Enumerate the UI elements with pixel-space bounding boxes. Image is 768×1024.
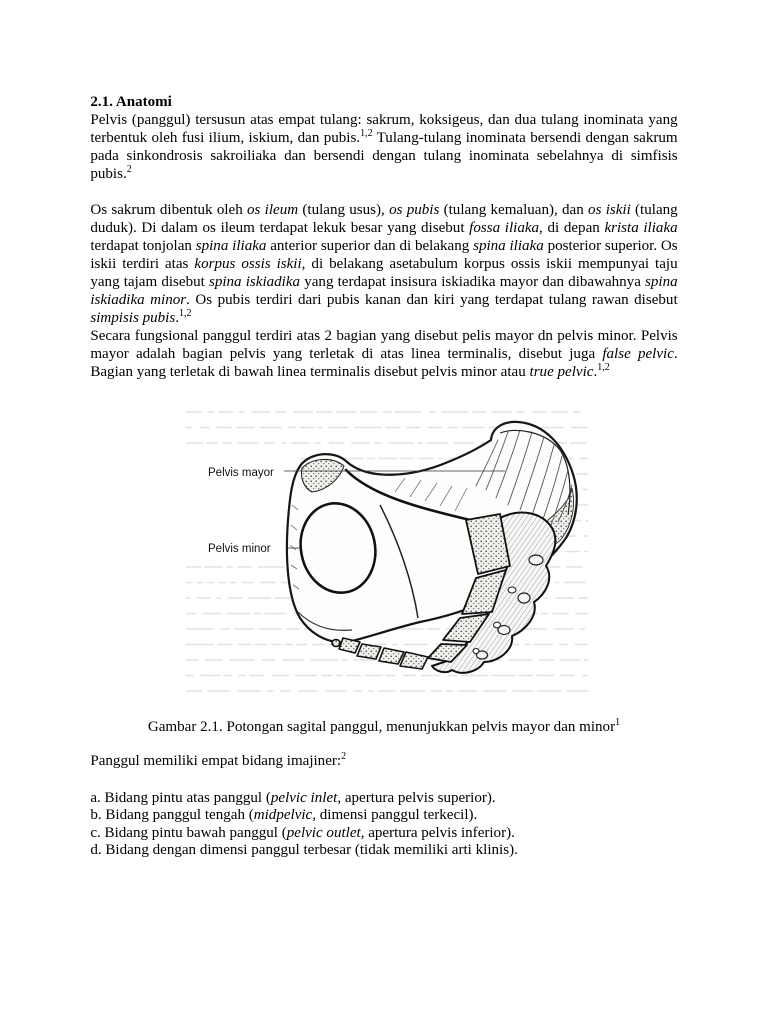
figure-caption	[90, 718, 677, 736]
text-run: anterior superior dan di belakang	[266, 238, 474, 254]
text-run: (tulang duduk). Di dalam os ileum terdapat lekuk besar yang disebut	[90, 202, 678, 236]
text-run: . Bagian yang terletak di bawah linea terminalis disebut pelvis minor atau	[90, 346, 678, 380]
paragraph-bone-structure	[90, 201, 677, 327]
text-run: , apertura pelvis inferior).	[360, 824, 515, 841]
citation-superscript: 1,2	[597, 362, 610, 373]
text-run: posterior superior. Os iskii terdiri atas	[90, 238, 678, 272]
citation-superscript: 2	[126, 164, 132, 175]
paragraph-functional-division	[90, 327, 677, 381]
text-run: (tulang usus),	[298, 202, 390, 218]
text-run: d. Bidang dengan dimensi panggul terbesar (tidak memiliki arti klinis).	[90, 842, 518, 859]
text-run: Os sakrum dibentuk oleh	[90, 202, 248, 218]
citation-superscript: 1,2	[178, 308, 192, 319]
citation-superscript: 2	[341, 751, 347, 762]
planes-intro	[90, 752, 677, 770]
text-run: , dimensi panggul terkecil).	[312, 807, 478, 824]
italic-term: korpus ossis iskii	[194, 256, 302, 272]
text-run: yang terdapat insisura iskiadika mayor dan dibawahnya	[300, 274, 646, 290]
text-run: .	[593, 364, 598, 380]
text-run: a. Bidang pintu atas panggul (	[90, 790, 271, 806]
text-run: Tulang-tulang inominata bersendi dengan sakrum pada sinkondrosis sakroiliaka dan bersendi dengan tulang inominata sebelahnya di simfisis pubis.	[90, 130, 678, 182]
text-run: . Os pubis terdiri dari pubis kanan dan kiri yang terdapat tulang rawan disebut	[186, 292, 678, 308]
text-run: Secara fungsional panggul terdiri atas 2 bagian yang disebut pelis mayor dn pelvis minor. Pelvis mayor adalah bagian pelvis yang terletak di atas linea terminalis, disebut juga	[90, 328, 678, 362]
italic-term: midpelvic	[253, 807, 313, 824]
text-run: .	[175, 310, 179, 326]
text-run: , di belakang asetabulum korpus ossis iskii mempunyai taju yang tajam disebut	[90, 256, 678, 290]
text-run: c. Bidang pintu bawah panggul (	[90, 824, 287, 841]
list-item	[90, 807, 677, 824]
text-run: terdapat tonjolan	[90, 238, 196, 254]
list-item	[90, 825, 677, 842]
italic-term: pelvic outlet	[286, 824, 361, 841]
text-run: , apertura pelvis superior).	[337, 790, 496, 806]
section-heading: 2.1. Anatomi	[90, 94, 172, 110]
pelvis-minor-label: Pelvis minor	[208, 543, 271, 555]
list-item	[90, 842, 677, 859]
italic-term: true pelvic	[529, 364, 594, 380]
italic-term: spina iskiadika minor	[90, 274, 678, 308]
italic-term: krista iliaka	[604, 220, 678, 236]
italic-term: os pubis	[389, 202, 440, 218]
italic-term: spina iliaka	[195, 238, 267, 254]
anatomy-section	[90, 93, 677, 381]
text-run: Gambar 2.1. Potongan sagital panggul, menunjukkan pelvis mayor dan minor	[147, 719, 616, 735]
text-run: , di depan	[539, 220, 605, 236]
list-item	[90, 790, 677, 807]
italic-term: os iskii	[588, 202, 631, 218]
italic-term: pelvic inlet	[270, 790, 338, 806]
text-run: Panggul memiliki empat bidang imajiner:	[90, 753, 342, 769]
citation-superscript: 1	[615, 717, 621, 728]
italic-term: simpisis pubis	[90, 310, 176, 326]
citation-superscript: 1,2	[360, 128, 373, 139]
paragraph-intro	[90, 111, 677, 183]
pelvis-mayor-label: Pelvis mayor	[208, 467, 274, 479]
coccyx	[332, 638, 428, 669]
text-run: b. Bidang panggul tengah (	[90, 807, 254, 824]
text-run: (tulang kemaluan), dan	[439, 202, 589, 218]
text-run: Pelvis (panggul) tersusun atas empat tulang: sakrum, koksigeus, dan dua tulang inominata yang terbentuk oleh fusi ilium, iskium, dan pubis.	[90, 112, 678, 146]
blank-line	[90, 183, 677, 201]
pelvis-sagittal-illustration	[180, 400, 600, 710]
italic-term: spina iskiadika	[208, 274, 301, 290]
planes-list	[90, 790, 677, 860]
italic-term: fossa iliaka	[469, 220, 540, 236]
italic-term: os ileum	[247, 202, 299, 218]
italic-term: spina iliaka	[473, 238, 544, 254]
italic-term: false pelvic	[602, 346, 674, 362]
